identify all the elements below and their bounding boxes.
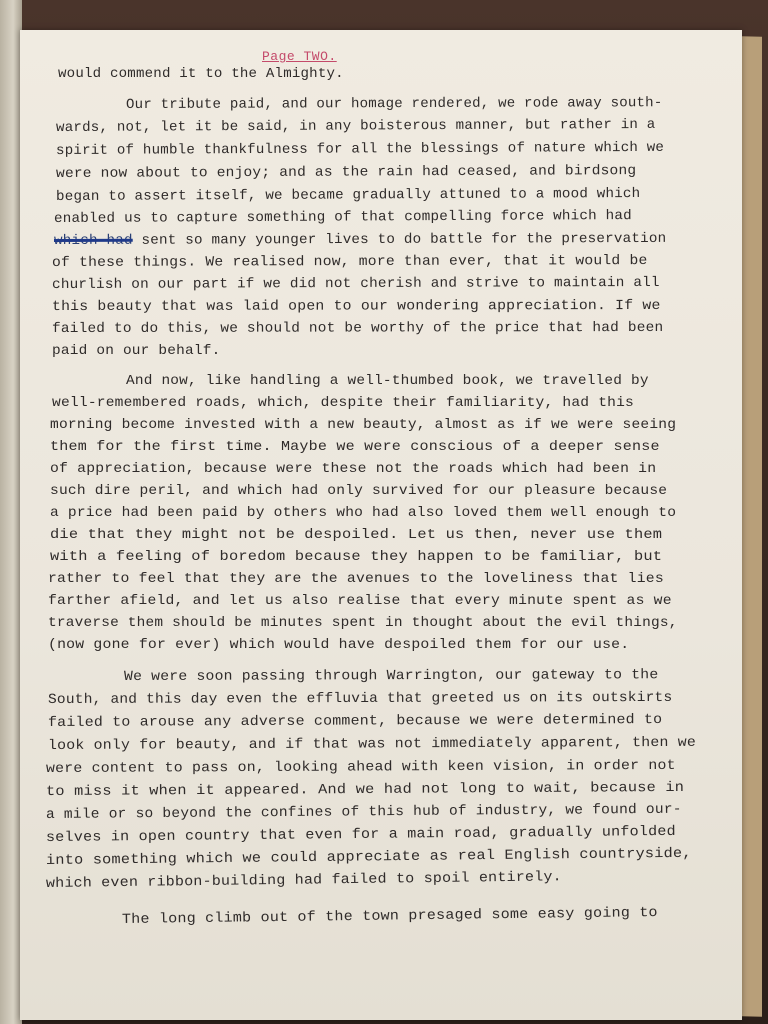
line-text: selves in open country that even for a main road, gradually unfolded (45, 823, 676, 846)
text-line (50, 483, 667, 499)
text-line (48, 735, 696, 754)
struck-out-text: which had (53, 232, 133, 249)
text-line (52, 298, 661, 315)
binder-edge (0, 0, 22, 1024)
text-line (50, 461, 656, 477)
line-text: failed to arouse any adverse comment, because we were determined to (47, 711, 663, 731)
line-text: wards, not, let it be said, in any boisterous manner, but rather in a (55, 116, 656, 136)
text-line (48, 571, 664, 587)
text-line (58, 66, 344, 82)
text-line (48, 637, 629, 653)
line-text: with a feeling of boredom because they happen to be familiar, but (50, 549, 663, 565)
page-header-stamp: Page TWO. (262, 49, 337, 64)
line-text: would commend it to the Almighty. (58, 66, 344, 82)
line-text: well-remembered roads, which, despite their familiarity, had this (52, 395, 635, 411)
line-text: of appreciation, because were these not the roads which had been in (50, 461, 657, 477)
text-line (52, 395, 634, 411)
line-text: to miss it when it appeared. And we had not long to wait, because in (45, 779, 685, 800)
line-text: Our tribute paid, and our homage rendered, we rode away south- (125, 95, 663, 113)
text-line (52, 343, 221, 359)
line-text: began to assert itself, we became gradually attuned to a mood which (55, 185, 641, 205)
line-text: spirit of humble thankfulness for all the blessings of nature which we (55, 139, 665, 159)
line-text: churlish on our part if we did not cherish and strive to maintain all (51, 274, 660, 293)
text-line (48, 593, 672, 609)
text-line (48, 615, 678, 631)
line-text: traverse them should be minutes spent in thought about the evil things, (48, 615, 678, 631)
text-line (48, 690, 672, 708)
text-line (126, 95, 663, 113)
text-line (50, 549, 662, 565)
line-text: (now gone for ever) which would have despoiled them for our use. (48, 637, 630, 653)
line-text: rather to feel that they are the avenues to the loveliness that lies (48, 571, 664, 587)
line-text: sent so many younger lives to do battle for the preservation (132, 230, 667, 249)
line-text: into something which we could appreciate as real English countryside, (45, 845, 692, 869)
text-line (50, 439, 660, 455)
text-line (124, 667, 658, 685)
text-line (56, 163, 636, 182)
line-text: a mile or so beyond the confines of this hub of industry, we found our- (45, 801, 682, 823)
line-text: enabled us to capture something of that compelling force which had (53, 208, 632, 227)
line-text: were content to pass on, looking ahead with keen vision, in order not (45, 757, 676, 777)
line-text: failed to do this, we should not be worthy of the price that had been (51, 319, 664, 337)
text-line (54, 231, 666, 249)
text-line (126, 373, 649, 389)
text-line (56, 140, 664, 159)
line-text: were now about to enjoy; and as the rain had ceased, and birdsong (55, 163, 637, 182)
text-line (50, 505, 676, 521)
line-text: morning become invested with a new beauty, almost as if we were seeing (50, 417, 677, 433)
text-line (50, 417, 676, 433)
text-line (56, 186, 640, 205)
text-line (48, 712, 662, 731)
line-text: this beauty that was laid open to our wondering appreciation. If we (51, 297, 661, 315)
line-text: We were soon passing through Warrington, our gateway to the (123, 667, 659, 685)
line-text: South, and this day even the effluvia that greeted us on its outskirts (47, 689, 673, 708)
text-line (52, 320, 663, 337)
line-text: them for the first time. Maybe we were conscious of a deeper sense (50, 439, 660, 455)
line-text: And now, like handling a well-thumbed book, we travelled by (126, 373, 649, 389)
text-line (54, 208, 632, 227)
text-line (46, 758, 676, 777)
text-line (52, 253, 648, 271)
line-text: such dire peril, and which had only survived for our pleasure because (50, 483, 668, 499)
line-text: farther afield, and let us also realise that every minute spent as we (48, 593, 672, 609)
line-text: paid on our behalf. (52, 343, 221, 359)
line-text: The long climb out of the town presaged some easy going to (121, 905, 658, 928)
line-text: of these things. We realised now, more than ever, that it would be (51, 253, 648, 271)
line-text: a price had been paid by others who had also loved them well enough to (50, 505, 677, 521)
text-line (50, 527, 662, 543)
text-line (56, 117, 656, 136)
line-text: die that they might not be despoiled. Let us then, never use them (50, 527, 663, 543)
text-line (52, 275, 660, 293)
line-text: which even ribbon-building had failed to spoil entirely. (45, 869, 562, 892)
line-text: look only for beauty, and if that was not immediately apparent, then we (47, 734, 696, 754)
